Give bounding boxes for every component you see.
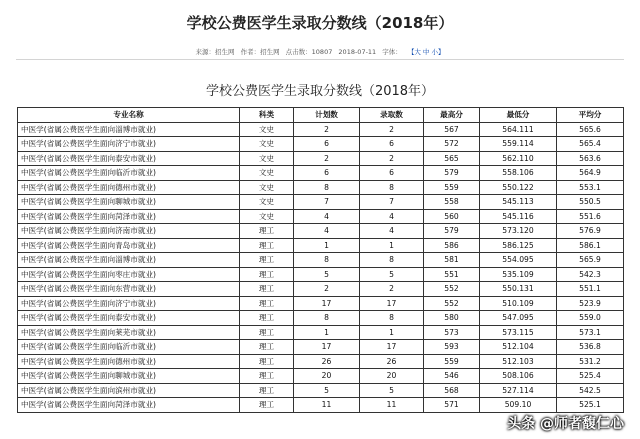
table-cell: 中医学(省属公费医学生面向聊城市就业): [18, 369, 240, 384]
table-cell: 17: [294, 340, 360, 355]
table-cell: 565.9: [557, 253, 624, 268]
table-cell: 551.1: [557, 282, 624, 297]
table-cell: 510.109: [480, 296, 557, 311]
table-cell: 5: [360, 267, 424, 282]
table-cell: 568: [424, 383, 480, 398]
table-cell: 8: [360, 253, 424, 268]
table-cell: 567: [424, 122, 480, 137]
table-cell: 26: [360, 354, 424, 369]
table-cell: 6: [294, 137, 360, 152]
table-cell: 559: [424, 180, 480, 195]
table-cell: 563.6: [557, 151, 624, 166]
table-cell: 579: [424, 224, 480, 239]
table-cell: 中医学(省属公费医学生面向泰安市就业): [18, 151, 240, 166]
table-cell: 559.0: [557, 311, 624, 326]
table-cell: 11: [294, 398, 360, 413]
table-cell: 中医学(省属公费医学生面向莱芜市就业): [18, 325, 240, 340]
table-cell: 文史: [240, 151, 294, 166]
meta-font-label: 字体：: [382, 48, 402, 56]
table-cell: 中医学(省属公费医学生面向聊城市就业): [18, 195, 240, 210]
table-cell: 中医学(省属公费医学生面向枣庄市就业): [18, 267, 240, 282]
table-cell: 560: [424, 209, 480, 224]
table-cell: 586: [424, 238, 480, 253]
table-cell: 551: [424, 267, 480, 282]
table-cell: 文史: [240, 166, 294, 181]
table-cell: 4: [360, 224, 424, 239]
meta-author: 作者：招生网: [240, 48, 280, 56]
table-header-row: [18, 108, 624, 123]
table-row: [18, 311, 624, 326]
column-header: 平均分: [557, 108, 624, 123]
table-cell: 理工: [240, 398, 294, 413]
table-cell: 5: [294, 267, 360, 282]
table-cell: 4: [294, 209, 360, 224]
table-cell: 586.125: [480, 238, 557, 253]
table-cell: 547.095: [480, 311, 557, 326]
table-cell: 6: [360, 137, 424, 152]
table-cell: 中医学(省属公费医学生面向泰安市就业): [18, 311, 240, 326]
table-cell: 542.5: [557, 383, 624, 398]
table-cell: 2: [294, 282, 360, 297]
table-cell: 理工: [240, 253, 294, 268]
table-cell: 546: [424, 369, 480, 384]
table-cell: 573: [424, 325, 480, 340]
column-header: 录取数: [360, 108, 424, 123]
table-row: [18, 383, 624, 398]
table-cell: 20: [360, 369, 424, 384]
table-cell: 571: [424, 398, 480, 413]
table-cell: 8: [360, 311, 424, 326]
table-cell: 文史: [240, 137, 294, 152]
table-cell: 525.1: [557, 398, 624, 413]
table-cell: 理工: [240, 383, 294, 398]
table-cell: 文史: [240, 209, 294, 224]
table-cell: 586.1: [557, 238, 624, 253]
table-cell: 中医学(省属公费医学生面向青岛市就业): [18, 238, 240, 253]
watermark: 头条 @师者馥仁心: [507, 416, 624, 432]
table-cell: 1: [360, 325, 424, 340]
column-header: 最低分: [480, 108, 557, 123]
table-cell: 文史: [240, 195, 294, 210]
table-row: [18, 354, 624, 369]
table-cell: 593: [424, 340, 480, 355]
table-cell: 580: [424, 311, 480, 326]
table-cell: 535.109: [480, 267, 557, 282]
table-cell: 中医学(省属公费医学生面向菏泽市就业): [18, 209, 240, 224]
table-row: [18, 296, 624, 311]
table-row: [18, 195, 624, 210]
table-cell: 2: [360, 122, 424, 137]
column-header: 计划数: [294, 108, 360, 123]
table-cell: 564.9: [557, 166, 624, 181]
table-row: [18, 209, 624, 224]
table-cell: 550.122: [480, 180, 557, 195]
table-cell: 2: [294, 122, 360, 137]
table-row: [18, 224, 624, 239]
table-row: [18, 180, 624, 195]
table-cell: 553.1: [557, 180, 624, 195]
table-cell: 2: [294, 151, 360, 166]
table-cell: 509.10: [480, 398, 557, 413]
table-cell: 中医学(省属公费医学生面向德州市就业): [18, 180, 240, 195]
table-cell: 552: [424, 296, 480, 311]
table-cell: 中医学(省属公费医学生面向淄博市就业): [18, 122, 240, 137]
table-cell: 6: [360, 166, 424, 181]
table-cell: 552: [424, 282, 480, 297]
table-cell: 7: [294, 195, 360, 210]
meta-source: 来源：招生网: [195, 48, 235, 56]
table-cell: 512.104: [480, 340, 557, 355]
table-cell: 564.111: [480, 122, 557, 137]
article-subtitle: 学校公费医学生录取分数线（2018年）: [205, 84, 435, 99]
table-row: [18, 267, 624, 282]
table-cell: 理工: [240, 282, 294, 297]
column-header: 科类: [240, 108, 294, 123]
table-cell: 中医学(省属公费医学生面向淄博市就业): [18, 253, 240, 268]
table-row: [18, 398, 624, 413]
table-cell: 8: [360, 180, 424, 195]
table-cell: 17: [294, 296, 360, 311]
table-cell: 536.8: [557, 340, 624, 355]
table-cell: 中医学(省属公费医学生面向德州市就业): [18, 354, 240, 369]
table-row: [18, 166, 624, 181]
table-cell: 527.114: [480, 383, 557, 398]
table-cell: 理工: [240, 340, 294, 355]
table-cell: 558.106: [480, 166, 557, 181]
table-cell: 579: [424, 166, 480, 181]
table-row: [18, 137, 624, 152]
table-cell: 中医学(省属公费医学生面向济宁市就业): [18, 296, 240, 311]
table-cell: 565.6: [557, 122, 624, 137]
table-cell: 512.103: [480, 354, 557, 369]
page-title: 学校公费医学生录取分数线（2018年）: [186, 14, 454, 32]
table-cell: 559.114: [480, 137, 557, 152]
table-cell: 545.116: [480, 209, 557, 224]
table-row: [18, 282, 624, 297]
table-cell: 565.4: [557, 137, 624, 152]
table-row: [18, 325, 624, 340]
table-cell: 17: [360, 340, 424, 355]
table-cell: 581: [424, 253, 480, 268]
table-cell: 中医学(省属公费医学生面向济宁市就业): [18, 137, 240, 152]
table-cell: 中医学(省属公费医学生面向菏泽市就业): [18, 398, 240, 413]
article-meta: [0, 47, 640, 56]
table-cell: 中医学(省属公费医学生面向临沂市就业): [18, 166, 240, 181]
table-cell: 1: [360, 238, 424, 253]
table-cell: 572: [424, 137, 480, 152]
table-cell: 理工: [240, 354, 294, 369]
table-cell: 531.2: [557, 354, 624, 369]
table-cell: 1: [294, 238, 360, 253]
table-cell: 理工: [240, 238, 294, 253]
table-cell: 8: [294, 253, 360, 268]
meta-views: 点击数：10807: [285, 48, 333, 56]
table-cell: 573.115: [480, 325, 557, 340]
column-header: 专业名称: [18, 108, 240, 123]
table-cell: 565: [424, 151, 480, 166]
table-cell: 20: [294, 369, 360, 384]
meta-date: 2018-07-11: [338, 48, 377, 56]
table-cell: 5: [360, 383, 424, 398]
table-cell: 文史: [240, 180, 294, 195]
table-cell: 8: [294, 311, 360, 326]
table-cell: 551.6: [557, 209, 624, 224]
table-cell: 576.9: [557, 224, 624, 239]
table-cell: 542.3: [557, 267, 624, 282]
table-cell: 545.113: [480, 195, 557, 210]
table-row: [18, 369, 624, 384]
table-cell: 2: [360, 282, 424, 297]
table-cell: 中医学(省属公费医学生面向滨州市就业): [18, 383, 240, 398]
table-cell: 8: [294, 180, 360, 195]
table-row: [18, 340, 624, 355]
score-table: [17, 107, 624, 413]
table-cell: 550.5: [557, 195, 624, 210]
table-cell: 理工: [240, 267, 294, 282]
table-cell: 中医学(省属公费医学生面向临沂市就业): [18, 340, 240, 355]
table-cell: 11: [360, 398, 424, 413]
column-header: 最高分: [424, 108, 480, 123]
table-cell: 573.1: [557, 325, 624, 340]
table-cell: 2: [360, 151, 424, 166]
table-cell: 559: [424, 354, 480, 369]
font-size-toggle[interactable]: 【大 中 小】: [407, 48, 445, 56]
table-row: [18, 238, 624, 253]
table-cell: 中医学(省属公费医学生面向东营市就业): [18, 282, 240, 297]
table-cell: 562.110: [480, 151, 557, 166]
table-cell: 文史: [240, 122, 294, 137]
table-cell: 523.9: [557, 296, 624, 311]
table-cell: 1: [294, 325, 360, 340]
table-row: [18, 253, 624, 268]
table-cell: 525.4: [557, 369, 624, 384]
table-cell: 17: [360, 296, 424, 311]
table-cell: 26: [294, 354, 360, 369]
table-cell: 550.131: [480, 282, 557, 297]
table-cell: 554.095: [480, 253, 557, 268]
table-cell: 558: [424, 195, 480, 210]
table-cell: 4: [360, 209, 424, 224]
table-cell: 理工: [240, 311, 294, 326]
table-cell: 4: [294, 224, 360, 239]
table-cell: 5: [294, 383, 360, 398]
divider: [16, 59, 624, 60]
table-cell: 理工: [240, 369, 294, 384]
table-cell: 6: [294, 166, 360, 181]
table-cell: 理工: [240, 325, 294, 340]
table-cell: 508.106: [480, 369, 557, 384]
table-cell: 7: [360, 195, 424, 210]
table-row: [18, 122, 624, 137]
table-cell: 中医学(省属公费医学生面向济南市就业): [18, 224, 240, 239]
table-cell: 573.120: [480, 224, 557, 239]
table-cell: 理工: [240, 296, 294, 311]
table-cell: 理工: [240, 224, 294, 239]
table-row: [18, 151, 624, 166]
